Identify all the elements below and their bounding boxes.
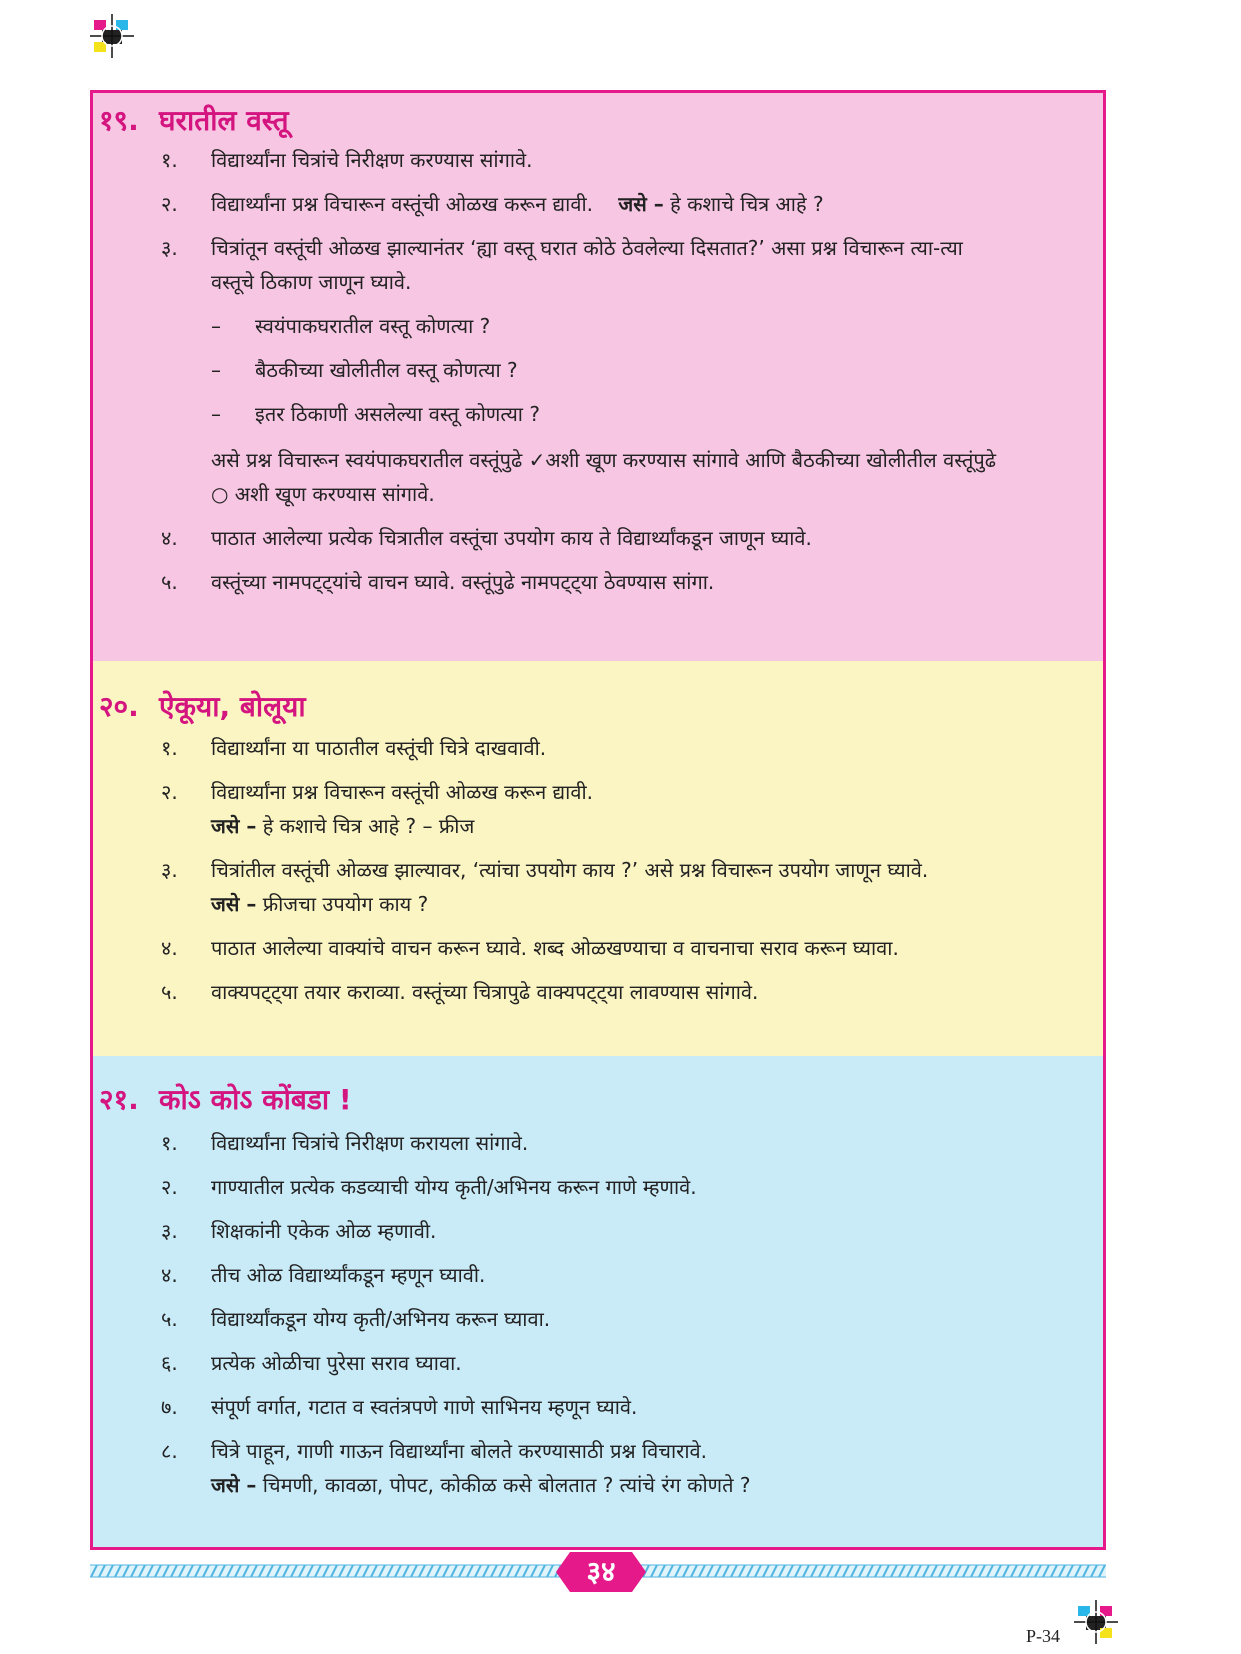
list-item [93, 775, 1083, 843]
example-label: जसे – [211, 814, 257, 838]
dash-item-text: बैठकीच्या खोलीतील वस्तू कोणत्या ? [255, 358, 518, 382]
dash-item-text: स्वयंपाकघरातील वस्तू कोणत्या ? [255, 314, 491, 338]
section-number: २१. [99, 1083, 139, 1116]
page-reference: P-34 [1026, 1626, 1061, 1646]
item-text: विद्यार्थ्यांना चित्रांचे निरीक्षण करायला सांगावे. [211, 1131, 529, 1155]
item-number: १. [161, 736, 178, 760]
example-text: हे कशाचे चित्र आहे ? – फ्रीज [262, 814, 475, 838]
item-number: ३. [161, 858, 178, 882]
dash-item [211, 309, 490, 343]
item-number: ७. [161, 1395, 178, 1419]
note-line: असे प्रश्न विचारून स्वयंपाकघरातील वस्तूंपुढे ✓अशी खूण करण्यास सांगावे आणि बैठकीच्या खोलीतील वस्तूंपुढे [211, 448, 997, 472]
example-text: चिमणी, कावळा, पोपट, कोकीळ कसे बोलतात ? त्यांचे रंग कोणते ? [262, 1473, 751, 1497]
list-item [93, 731, 1083, 765]
item-text: विद्यार्थ्यांना प्रश्न विचारून वस्तूंची ओळख करून द्यावी. [211, 780, 593, 804]
item-number: ६. [161, 1351, 178, 1375]
item-text: चित्रे पाहून, गाणी गाऊन विद्यार्थ्यांना बोलते करण्यासाठी प्रश्न विचारावे. [211, 1439, 707, 1463]
item-text-line: वस्तूचे ठिकाण जाणून घ्यावे. [211, 270, 412, 294]
list-item [93, 1434, 1083, 1502]
page-number: ३४ [586, 1555, 616, 1588]
item-text: वस्तूंच्या नामपट्ट्यांचे वाचन घ्यावे. वस्तूंपुढे नामपट्ट्या ठेवण्यास सांगा. [211, 570, 715, 594]
item-number: ५. [161, 570, 178, 594]
list-item [93, 143, 1083, 177]
section-title: कोऽ कोऽ कोंबडा ! [159, 1083, 352, 1116]
note-line: ○ अशी खूण करण्यास सांगावे. [211, 482, 435, 506]
section-20 [93, 661, 1103, 1056]
example-label: जसे – [211, 1473, 257, 1497]
item-text: पाठात आलेल्या प्रत्येक चित्रातील वस्तूंचा उपयोग काय ते विद्यार्थ्यांकडून जाणून घ्यावे. [211, 526, 812, 550]
dash-mark: – [211, 314, 221, 338]
list-item [93, 1302, 1083, 1336]
list-item [93, 1170, 1083, 1204]
item-text: शिक्षकांनी एकेक ओळ म्हणावी. [211, 1219, 437, 1243]
item-number: ५. [161, 980, 178, 1004]
list-item [93, 1258, 1083, 1292]
example-text: फ्रीजचा उपयोग काय ? [262, 892, 429, 916]
section-title: ऐकूया, बोलूया [159, 690, 306, 723]
list-item [93, 853, 1083, 921]
dash-item [211, 397, 540, 431]
item-number: १. [161, 148, 178, 172]
section-heading [99, 1080, 352, 1118]
section-19 [93, 93, 1103, 661]
content-frame [90, 90, 1106, 1550]
item-text: गाण्यातील प्रत्येक कडव्याची योग्य कृती/अभिनय करून गाणे म्हणावे. [211, 1175, 697, 1199]
note-paragraph [93, 443, 1083, 511]
item-text: पाठात आलेल्या वाक्यांचे वाचन करून घ्यावे. शब्द ओळखण्याचा व वाचनाचा सराव करून घ्यावा. [211, 936, 899, 960]
section-21 [93, 1056, 1103, 1547]
item-number: २. [161, 1175, 178, 1199]
item-text-line: चित्रांतून वस्तूंची ओळख झाल्यानंतर ‘ह्या वस्तू घरात कोठे ठेवलेल्या दिसतात?’ असा प्रश्न विचारून त्या-त्या [211, 236, 963, 260]
item-number: २. [161, 780, 178, 804]
item-number: ४. [161, 1263, 178, 1287]
section-heading [99, 101, 289, 139]
section-number: १९. [99, 104, 139, 137]
list-item [93, 1390, 1083, 1424]
item-text: चित्रांतील वस्तूंची ओळख झाल्यावर, ‘त्यांचा उपयोग काय ?’ असे प्रश्न विचारून उपयोग जाणून घ्यावे. [211, 858, 929, 882]
item-text: विद्यार्थ्यांना चित्रांचे निरीक्षण करण्यास सांगावे. [211, 148, 533, 172]
item-number: ५. [161, 1307, 178, 1331]
item-number: ४. [161, 526, 178, 550]
list-item [93, 565, 1083, 599]
item-number: १. [161, 1131, 178, 1155]
list-item [93, 975, 1083, 1009]
example-text: हे कशाचे चित्र आहे ? [670, 192, 824, 216]
list-item [93, 187, 1083, 221]
section-heading [99, 687, 306, 725]
section-title: घरातील वस्तू [159, 104, 289, 137]
item-number: ३. [161, 236, 178, 260]
dash-mark: – [211, 358, 221, 382]
list-item [93, 1126, 1083, 1160]
item-text: विद्यार्थ्यांकडून योग्य कृती/अभिनय करून घ्यावा. [211, 1307, 551, 1331]
registration-mark-icon [88, 12, 136, 60]
item-text: प्रत्येक ओळीचा पुरेसा सराव घ्यावा. [211, 1351, 462, 1375]
item-number: ८. [161, 1439, 178, 1463]
section-number: २०. [99, 690, 139, 723]
list-item [93, 1214, 1083, 1248]
dash-mark: – [211, 402, 221, 426]
dash-item-text: इतर ठिकाणी असलेल्या वस्तू कोणत्या ? [255, 402, 540, 426]
item-text: विद्यार्थ्यांना या पाठातील वस्तूंची चित्रे दाखवावी. [211, 736, 547, 760]
example-label: जसे – [618, 192, 664, 216]
item-text: संपूर्ण वर्गात, गटात व स्वतंत्रपणे गाणे साभिनय म्हणून घ्यावे. [211, 1395, 638, 1419]
item-text: विद्यार्थ्यांना प्रश्न विचारून वस्तूंची ओळख करून द्यावी. [211, 192, 593, 216]
item-text: तीच ओळ विद्यार्थ्यांकडून म्हणून घ्यावी. [211, 1263, 486, 1287]
list-item [93, 931, 1083, 965]
item-number: ४. [161, 936, 178, 960]
list-item [93, 521, 1083, 555]
item-number: ३. [161, 1219, 178, 1243]
example-label: जसे – [211, 892, 257, 916]
item-number: २. [161, 192, 178, 216]
item-text: वाक्यपट्ट्या तयार कराव्या. वस्तूंच्या चित्रापुढे वाक्यपट्ट्या लावण्यास सांगावे. [211, 980, 759, 1004]
list-item [93, 231, 1083, 299]
list-item [93, 1346, 1083, 1380]
registration-mark-icon [1072, 1598, 1120, 1646]
dash-item [211, 353, 518, 387]
